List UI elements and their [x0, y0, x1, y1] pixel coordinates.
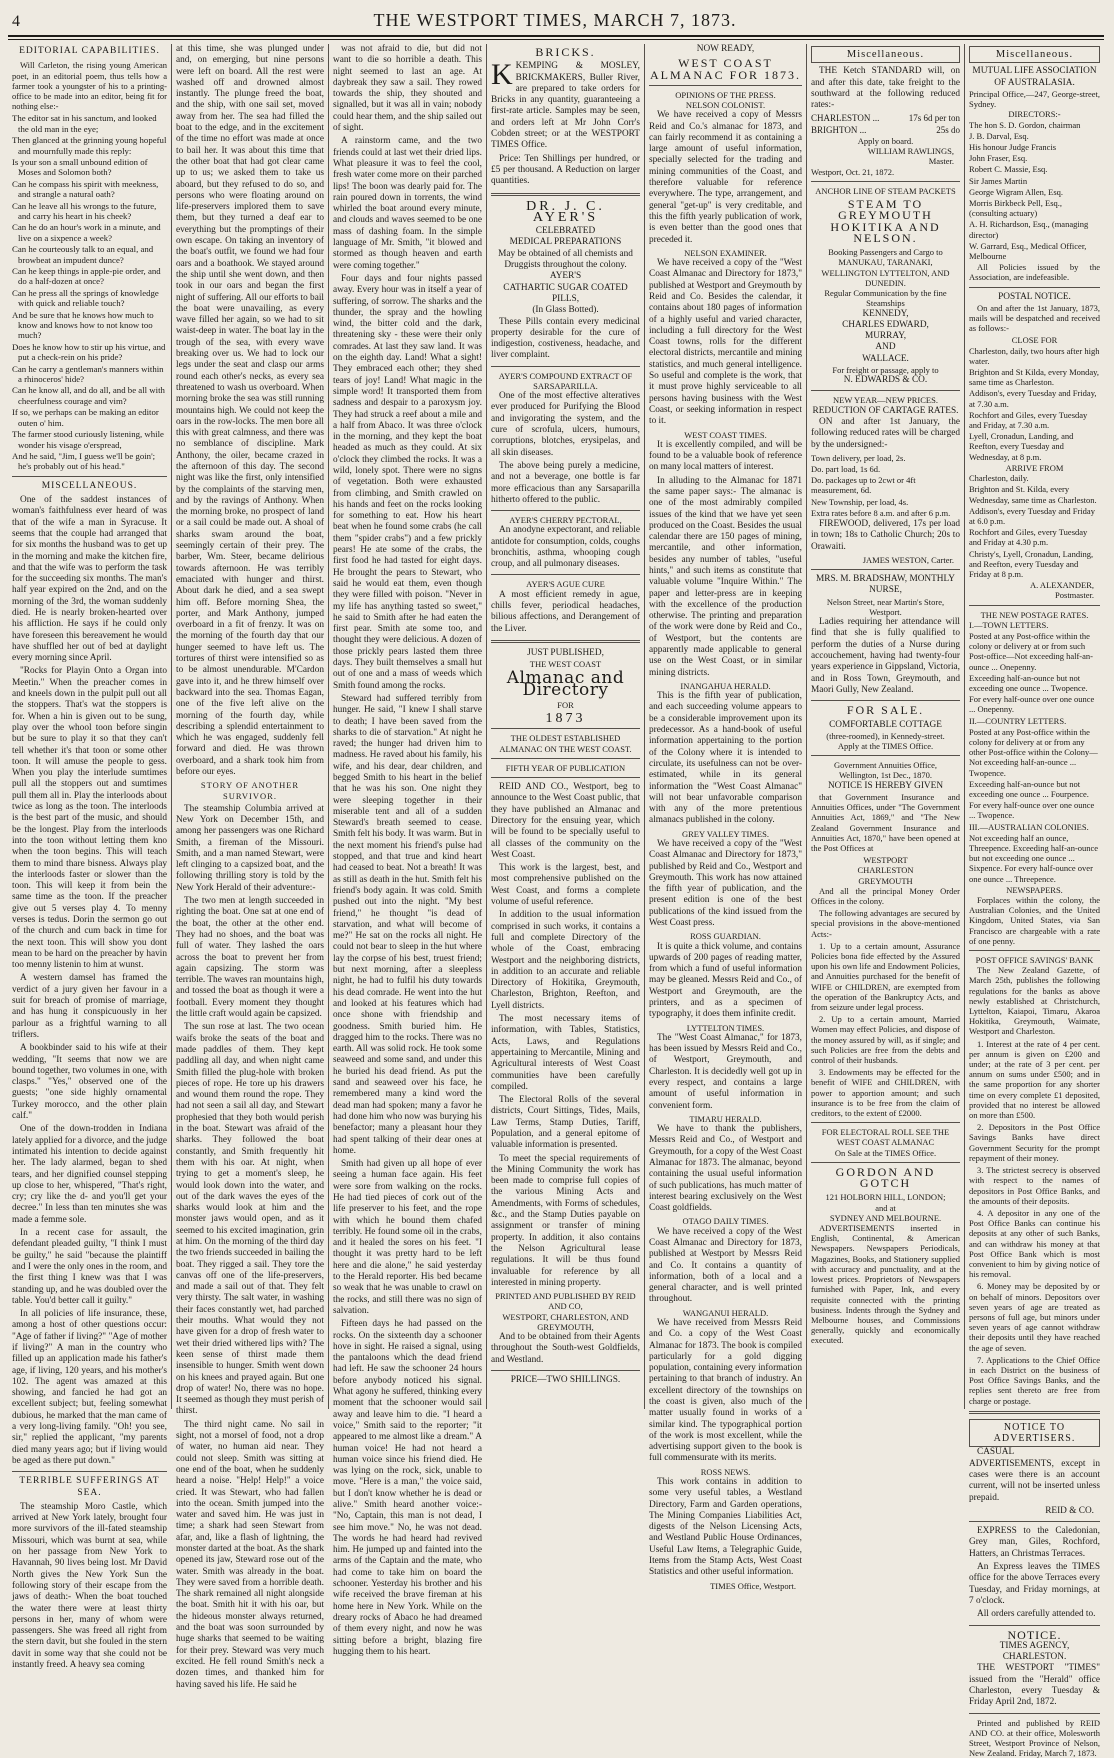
savings-bank-title: POST OFFICE SAVINGS' BANK — [975, 955, 1094, 966]
steamship-name: AND — [875, 342, 896, 353]
notice-place: GREYMOUTH — [858, 875, 913, 886]
poem-line: Can he know all, and do all, and be all with cheerfulness courage and vim? — [12, 385, 165, 406]
review-text: We have received from Messrs Reid and Co. a copy of the West Coast Almanac for 1873. The book is compiled particularly for a gold digging population, containing every information pertaining to that branch of industry. An excellent directory of the townships on the coast is given, also much of the matter usually found in works of a similar kind. The typographical portion of the work is most excellent, while the advertising support given to the book is full commensurate with its merits. — [649, 1317, 802, 1464]
review-text: It is quite a thick volume, and contains upwards of 200 pages of reading matter, from which a fund of useful information may be gleaned. Messrs Reid and Co., of Westport and Greymouth, are the printers, and as a specimen of typography, it does them infinite credit. — [649, 941, 802, 1020]
director: His honour Judge Francis — [969, 141, 1057, 152]
notice-body-2: And all the principal Money Order Offices in the colony. — [811, 885, 960, 906]
miscellaneous-heading: MISCELLANEOUS. — [41, 480, 138, 491]
sufferings-intro: The steamship Moro Castle, which arrived at New York lately, brought four more survivors of the ill-fated steamship Missouri, which was burnt at sea, while on her passage from New York to Havannah, 90 lives being lost. Mr David North gives the New York Sun the following story of their escape from the jaws of death:- When the boat touched the water there were at least thirty persons in her, many of whom were passengers. She was freed all right from the stern davit, but she fouled in the stern davit in some way that she could not be instantly freed. A heavy sea coming — [12, 1501, 167, 1670]
almanac-body-5: The Electoral Rolls of the several districts, Court Sittings, Tides, Mails, Law Terms, Stamp Duties, Tariff, Population, and a general epitome of valuable information is presented. — [491, 1095, 640, 1151]
review-text: We have received a copy of the West Coast Almanac and Directory for 1873, published at Westport by Messrs Reid and Co. It contains a quantity of information, both of a local and a general character, and is well printed throughout. — [649, 1226, 802, 1305]
postage-item: Exceeding half-an-ounce but not exceeding one ounce ... Fourpence. — [969, 778, 1089, 799]
paragraph: One of the down-trodden in Indiana lately applied for a divorce, and the judge intimated his intention to decide against her. The lady alarmed, began to shed tears, and her dignified counsel stepping up close to her, whispered, "That's right, cry; cry like the d- and you'll get your decree." In less than ten minutes she was made a femme sole. — [12, 1124, 167, 1225]
ayer-line: Druggists throughout the colony. — [504, 260, 627, 271]
ayer-line: MEDICAL PREPARATIONS — [509, 237, 622, 248]
firewood: FIREWOOD, delivered, 17s per load in town; 18s to Catholic Church; 20s to Orawaiti. — [811, 519, 960, 552]
poem-line: Can he compass his spirit with meekness, and strangle a natural oath? — [12, 178, 159, 200]
editorial-heading: EDITORIAL CAPABILITIES. — [19, 46, 160, 56]
poem-line: If so, we perhaps can be making an editor outen o' him. — [12, 407, 159, 428]
review-text: We have received a copy of the "West Coast Almanac and Directory for 1873," published by Reid and Co., Westport and Greymouth. This work has now attained the fifth year of publication, and the present edition is one of the best publications of the kind issued from the West Coast press. — [649, 838, 802, 928]
paragraph: "Rocks for Playin Onto a Organ into Meetin." When the preacher comes in and kneels down in the pulpit pull out all the stoppers. That's wat the stoppers is for. When a hin is given out to be sung, play over the whool toon before singin but be sure to play it so that they can't tell whether it's that toon or some other toon. It will amuse the people to gess. When you play the interlude sumtimes pull all the stoppers out and sumtimes pull them all in. Play the interloods about twice as long as the toon. The interloods is the best part of the music, and should be the longest. Play from the interloods into the toon without letting them kno when the toon begins. This will teach them to mind thare bisness. Always play the interloods faster or slower than the toon. This will keep it from bein the same time as the toon. If the preacher give out 5 verses play 4. To menny verses is tedus. Dorin the sermon go out of the church and cum back in time for the next toon. This will show you dont mean to be hard on the preacher by havin too menny listenin to him at wunst. — [12, 666, 167, 971]
column-1 — [8, 44, 172, 1670]
almanac-body-3: In addition to the usual information comprised in such works, it contains a full and complete Directory of the whole of the Coast, embracing Westport and the neighboring districts, in addition to an accurate and reliable Directory of Hokitika, Greymouth, Charleston, Brighton, Reefton, and Lyell districts. — [491, 910, 640, 1011]
column-5 — [645, 44, 807, 1591]
paragraph: A western damsel has framed the verdict of a jury given her favour in a suit for breach of promise of marriage, and has hung it conspicuously in her parlour as a frightful warning to all triflers. — [12, 973, 167, 1040]
mail-close-item: Charleston, daily, two hours after high water. — [969, 345, 1100, 366]
ketch-master: WILLIAM RAWLINGS, — [867, 146, 954, 157]
review-source: LYTTELTON TIMES. — [686, 1022, 765, 1033]
director: W. Garrard, Esq., Medical Officer, Melbourne — [969, 240, 1087, 261]
paragraph: In a recent case for assault, the defendant pleaded guilty, "I think I must be guilty," he said "because the plaintiff and I were the only ones in the room, and the first thing I knew was that I was standing up, and he was doubled over the table. You'd better call it guilty." — [12, 1228, 167, 1306]
column-2 — [172, 44, 329, 1690]
column-3 — [329, 44, 487, 1657]
ketch-rate-row — [811, 113, 960, 124]
notice-item: 3. Endowments may be effected for the benefit of WIFE and CHILDREN, with power to apportion amount; and such insurance is to be free from the claim of creditors, to the extent of £2000. — [811, 1067, 960, 1119]
story-continued: at this time, she was plunged under and, on emerging, but nine persons were left on board. All the rest were washed off and drowned almost instantly. The plunge freed the boat, and the ship, with one sail set, moved away from her. The sea had filled the boat to the edge, and in the excitement of the time no effort was made at once to bail her. It was about this time that the other boat that had got clear came up to us; we asked them to take us aboard, but they refused to do so, and persons who were floating around on life-preservers implored them to save them, but they turned a deaf ear to everything but the promptings of their own escape. On taking an inventory of the boat's outfit, we found we had four oars and a boathook. We stayed around the ship until she went down, and then took in our oars and began the first night of suffering. All our efforts to bail the boat were unavailing, as every wave filled her again, so we had to sit waist-deep in water. The boat lay in the trough of the sea, with every wave breaking over us. We had to lock our legs under the seat and clasp our arms round each other's necks, as every sea threatened to wash us overboard. When morning broke the sea was still running mountains high. We could not keep the oars in the row-locks. The men bore all this with great calmness, and there was no semblance of discipline. Mark Anthony, the oiler, became crazed in the afternoon of this day. The second night was like the first, only intensified by the complaints of the starving men, and by the ravings of Anthony. When the morning broke, no prospect of land or a sail could be made out. A shoal of sharks swam around the boat, seemingly certain of their prey. The barber, Wm. Steer, became delirious towards afternoon. He was terribly emaciated with hunger and thirst. About dark he died, and a sea swept him off. Before morning Shea, the porter, and Mark Anthony, jumped overboard in a fit of frenzy. It was on the morning of the fourth day that our hunger seemed to have left us. The tortures of thirst were intensified so as to be almost unendurable. M'Cardon gave into it, and he threw himself over backward into the sea. Thomas Eagan, one of the five left alive on the morning of the fourth day, while describing a splendid entertainment to which he was engaged, suddenly fell forward and died. He was thrown overboard, and a shark took him from before our eyes. — [176, 44, 324, 777]
review-source: ROSS NEWS. — [700, 1466, 751, 1477]
almanac-year: 1873 — [545, 711, 586, 727]
director: George Wigram Allen, Esq. — [969, 186, 1064, 197]
electoral-sale: On Sale at the TIMES Office. — [834, 1147, 937, 1158]
printed-places: WESTPORT, CHARLESTON, AND GREYMOUTH, — [502, 1311, 629, 1332]
almanac-body-6: To meet the special requirements of the Mining Community the work has been made to comprise full copies of the various Mining Acts and Amendments, with Forms of schedules, &c., and the Stamp Duties payable on assignment or transfer of mining property. In addition, it also contains the Nelson Agricultural lease regulations. It will be thus found invaluable for reference by all interested in mining property. — [491, 1153, 640, 1288]
paragraph: In all policies of life insurance, these, among a host of other questions occur: "Age of father if living?" "Age of mother if living?" A man in the country who filled up an application made his father's age, if living, 120 years, and his mother's 102. The agent was amazed at this showing, and fancied he had got an excellent subject; but, feeling somewhat dubious, he marked that the man came of a very long-living family. "Oh! you see, sir," replied the applicant, "my parents died many years ago; but if living would be aged as there put down." — [12, 1309, 167, 1466]
director: J. B. Darval, Esq. — [969, 130, 1029, 141]
times-office-signature: TIMES Office, Westport. — [710, 1580, 796, 1591]
paragraph: Smith had given up all hope of ever seeing a human face again. His feet were sore from walking on the rocks. He had tied pieces of cork out of the life preserver to his feet, and the rope with which he bound them chafed terribly. He found some oil in the crabs, and it healed the sores on his feet. "I thought it was pretty hard to be left here and die alone," he said yesterday to the Herald reporter. His bed became so weak that he was unable to crawl on the rocks, and still there was no sign of salvation. — [333, 1159, 482, 1316]
poem-line: Can he press all the springs of knowledge with quick and reliable touch? — [12, 287, 159, 309]
poem-line: Can he leave all his wrongs to the future, and carry his heart in his cheek? — [12, 200, 157, 221]
cottage-body: (three-roomed), in Kennedy-street. — [826, 730, 945, 741]
just-published: JUST PUBLISHED, — [527, 647, 604, 658]
imprint: Printed and published by REID AND CO. at their office, Molesworth Street, Westport Province of Nelson, New Zealand. Friday, March 7, 1873. — [969, 1717, 1100, 1758]
column-6 — [807, 44, 965, 1409]
sarsaparilla-note: The above being purely a medicine, and not a beverage, one bottle is far more efficacious than any Sarsaparilla hitherto offered to the public. — [491, 460, 640, 505]
postage-item: I.—TOWN LETTERS. — [969, 619, 1049, 630]
postage-item: For every half-ounce over one ounce ... Twopence. — [969, 800, 1095, 821]
savings-item: 3. The strictest secrecy is observed with respect to the names of depositors in Post Office Banks, and the amounts of their deposits. — [969, 1165, 1100, 1206]
newspaper-title: THE WESTPORT TIMES, MARCH 7, 1873. — [373, 10, 737, 30]
paragraph: The two men at length succeeded in righting the boat. One sat at one end of the boat, the other at the other end. They had no shoes, and the boat was full of water. They lashed the oars across the boat to prevent her from again capsizing. The storm was terrible. The waves ran mountains high, and tossed the boat as though it were a football. Every moment they thought the little craft would again be capsized. — [176, 896, 324, 1020]
express-body-3: All orders carefully attended to. — [977, 1609, 1096, 1620]
postage-item: Posted at any Post-office within the colony for delivery at or from any other Post-office within the Colony—Not exceeding half-an-ounce ... Twopence. — [969, 726, 1098, 778]
page-number: 4 — [12, 13, 20, 30]
savings-item: 7. Applications to the Chief Office in each District on the business of Post Office Savings Banks, and the replies sent thereto are free from charge or postage. — [969, 1354, 1100, 1406]
ketch-rate-value: 25s do — [936, 124, 960, 135]
notice-place: WESTPORT — [863, 855, 908, 866]
bricks-price: Price: Ten Shillings per hundred, or £5 per thousand. A Reduction on larger quantities. — [491, 153, 640, 187]
review-text: It is excellently compiled, and will be found to be a valuable book of reference on many local matters of interest. — [649, 439, 802, 473]
paragraph: Four days and four nights passed away. Every hour was in itself a year of suffering, of sorrow. The sharks and the thunder, the spray and the howling wind, the bitter cold and the dark, threatening sky - these were their only comrades. At last they saw land. It was on the eighth day. Land! What a sight! They embraced each other; they shed tears of joy! Land! What magic in the simple word! It transported them from sadness and despair to a paroxysm joy. They had struck a reef about a mile and a half from Abaco. It was three o'clock in the morning, and they kept the boat headed as much as they could. At six o'clock they climbed the rocks. It was a wild, lonely spot. There were no signs of vegetation. Both were exhausted from climbing, and Smith crawled on his hands and feet on the rocks looking for something to eat. How his heart beat when he found some crabs (he call them "spider crabs") and a few prickly pears! He ate some of the crabs, the first food he had tasted for eight days. He brought the pears to Stewart, who said he would eat them, even though they were filled with poison. "Never in my life has anything tasted so sweet," he said to Smith after he had eaten the first pear. Smith ate some too, and thought they were delicious. A dozen of those prickly pears lasted them three days. They built themselves a small hut out of one and a mass of weeds which Smith found among the rocks. — [333, 273, 482, 691]
advertisers-signature: REID & CO. — [1045, 1505, 1094, 1516]
west-coast-label: THE WEST COAST — [529, 659, 602, 670]
sufferings-heading: TERRIBLE SUFFERINGS AT SEA. — [19, 1476, 160, 1498]
gordon-gotch-title: GORDON AND GOTCH — [835, 1164, 936, 1191]
close-for: CLOSE FOR — [1011, 335, 1058, 346]
agency-body: THE WESTPORT "TIMES" issued from the "Herald" office Charleston, every Tuesday & Friday April 2nd, 1872. — [969, 1663, 1100, 1708]
ketch-master-title: Master. — [928, 156, 954, 167]
paragraph: The sun rose at last. The two ocean waifs broke the seats of the boat and made paddles of them. They kept paddling all day, and when night came Smith filled the plug-hole with broken pieces of rope. He tore up his drawers and wound them round the rope. They had not seen a sail all day, and Stewart prophesied that they both would perish in the boat. Stewart was afraid of the sharks. They followed the boat constantly, and Smith frequently hit them with his oar. At night, when trying to get a moment's sleep, he would look down into the water, and out of the dark waves the eyes of the sharks would look at him and the monster jaws would open, and as it seemed to his excited imagination, grin at him. On the morning of the third day the two friends succeeded in bailing the boat. They rigged a sail. They tore the canvas off one of the life-preservers, and made a sail out of that. They felt very thirsty. The salt water, in washing their faces constantly wet, had parched their mouths. What would they not have given for a drop of fresh water to wet their dried withered lips with? The keen sense of thirst made them insensible to hunger. Smith went down on his knees and prayed again. But one drop of water! No, there was no hope. It seemed as though they must perish of thirst. — [176, 1022, 324, 1417]
postage-item: Not exceeding half an ounce, Threepence. Exceeding half-an-ounce but not exceeding one ounce ... Sixpence. For every half-ounce over one ounce ... Threepence. — [969, 832, 1099, 884]
agents-note: And to be obtained from their Agents throughout the South-west Goldfields, and Westland. — [491, 1331, 640, 1365]
steamship-name: MURRAY, — [864, 331, 907, 342]
cartage-rate: Do. part load, 1s 6d. — [811, 464, 881, 475]
postage-title: THE NEW POSTAGE RATES. — [980, 609, 1089, 620]
cartage-rates — [811, 453, 960, 518]
bradshaw-address: Nelson Street, near Martin's Store, Westport. — [826, 596, 945, 617]
postage-item: Posted at any Post-office within the colony or delivery at or from such Post-office—Not exceeding half-an-ounce ... Onepenny. — [969, 630, 1093, 672]
mail-arrive-item: Addison's, every Tuesday and Friday at 6.0 p.m. — [969, 505, 1095, 526]
director: The hon S. D. Gordon, chairman — [969, 119, 1081, 130]
poem-line: Can he do an hour's work in a minute, and live on a sixpence a week? — [12, 222, 161, 243]
mail-arrive-item: Rochfort and Giles, every Tuesday and Friday at 4.30 p.m. — [969, 527, 1088, 548]
ketch-rate-place: BRIGHTON ... — [811, 124, 867, 135]
steam-agent: N. EDWARDS & CO. — [843, 375, 928, 386]
review-text: We have received a copy of Messrs Reid and Co.'s almanac for 1873, and can fairly recommend it as containing a large amount of useful information, specially selected for the trading and mining communities of the Coast, and therefore valuable for reference everywhere. The type, arrangement, and general "get-up" is very creditable, and this the fifth yearly publication of work, is even better than the good ones that preceded it. — [649, 110, 802, 245]
cartage-rate: New Township, per load, 4s. — [811, 496, 909, 507]
notice-item: 2. Up to a certain amount, Married Women may effect Policies, and dispose of the money assured by will, as if single; and such Policies are free from the debts and control of their husbands. — [811, 1014, 960, 1066]
director: A. H. Richardson, Esq., (managing director) — [969, 219, 1089, 240]
review-text: We have received a copy of the "West Coast Almanac and Directory for 1873," published at Westport and Greymouth by Reid and Co. Besides the calendar, it contains about 180 pages of information of a highly useful and varied character, including a full directory for the West Coast towns, rolls for the different electoral districts, mercantile and mining statistics, and much general intelligence. So useful and complete is the work, that it must prove highly serviceable to all persons having business with the West Coast, or seeking information in respect to it. — [649, 258, 802, 427]
column-7 — [965, 44, 1104, 1758]
cartage-rate: Town delivery, per load, 2s. — [811, 452, 906, 463]
paragraph: One of the saddest instances of woman's faithfulness ever heard of was that of the wife a man in Syracuse. It seems that the couple had arranged that for six months the husband was to get up in the morning and make the kitchen fire, and that the wife was to perform the task for the succeeding six months. The man's half year expired on the 2nd, and on the morning of the 3rd, the woman suddenly died. He is nearly broken-hearted over his affliction. He says if he could only have foreseen this bereavement he would have shuffled her out of bed at daylight every morning since April. — [12, 495, 167, 664]
director: John Fraser, Esq. — [969, 153, 1028, 164]
paragraph: The steamship Columbia arrived at New York on December 15th, and among her passengers was one Richard Smith, a fireman of the Missouri. Smith, and a man named Stewart, were left clinging to a capsized boat, and the following thrilling story is told by the New York Herald of their adventure:- — [176, 803, 324, 893]
review-source: ROSS GUARDIAN. — [690, 931, 761, 942]
review-source: TIMARU HERALD. — [689, 1113, 762, 1124]
another-survivor-story — [176, 804, 324, 1691]
gordon-body: ADVERTISEMENTS inserted in English, Continental, & American Newspapers. Newspapers Periodicals, Magazines, Books, and Stationery supplied with accuracy and punctuality, and at the lowest prices. Proprietors of Newspapers furnished with Paper, Ink, and every requisite connected with the printing business. Indents through the Sydney and Melbourne houses, and Commissions generally, quickly and economically executed. — [811, 1223, 960, 1346]
steam-apply: For freight or passage, apply to — [832, 364, 939, 375]
poem-line: Can he carry a gentleman's manners within a rhinoceros' hide? — [12, 363, 164, 385]
notice-body-3: The following advantages are secured by special provisions in the above-mentioned Acts:- — [811, 908, 960, 939]
miscellaneous-header: Miscellaneous. — [811, 46, 960, 63]
anchor-line: ANCHOR LINE OF STEAM PACKETS — [815, 185, 956, 196]
steam-title: STEAM TO GREYMOUTH HOKITIKA AND NELSON. — [830, 197, 941, 245]
ague-title: AYER'S AGUE CURE — [526, 579, 605, 590]
postmaster-title: Postmaster. — [1055, 590, 1094, 601]
savings-bank-body: The New Zealand Gazette, of March 25th, publishes the following regulations for the banks as above newly established at Christchurch, Lyttelton, Kaiapoi, Timaru, Akaroa Hokitika, Greymouth, Waimate, Westport and Charleston. — [969, 965, 1100, 1037]
poem-line: Can he courteously talk to an equal, and browbeat an impudent dunce? — [12, 244, 154, 265]
advertisers-body: CASUAL ADVERTISEMENTS, except in cases were there is an account current, will not be inserted unless prepaid. — [969, 1447, 1100, 1503]
ague-body: A most efficient remedy in ague, chills fever, periodical headaches, bilious affections, and Derangement of the Liver. — [491, 589, 640, 634]
review-text: This is the fifth year of publication, and each succeeding volume appears to be a considerable improvement upon its predecessor. As a hand-book of useful information appertaining to the portion of the Colony where it is intended to circulate, its usefulness can not be over-estimated, while in its general information the "West Coast Almanac" will not bear unfavorable comparison with any of the more pretentious almanacs published in the colony. — [649, 691, 802, 826]
postage-item: Exceeding half-an-ounce but not exceeding one ounce ... Twopence. — [969, 672, 1088, 693]
poem-line: And be sure that he knows how much to know and knows how to not know too much? — [12, 309, 154, 341]
paragraph: A bookbinder said to his wife at their wedding, "It seems that now we are bound together, two volumes in one, with clasps." "Yes," observed one of the guests; "one side highly ornamental Turkey morocco, and the other plain calf." — [12, 1043, 167, 1122]
notice-place: CHARLESTON — [857, 865, 914, 876]
postal-intro: On and after the 1st January, 1873, mails will be despatched and received as follows:- — [969, 302, 1100, 334]
mail-close-item: Rochfort and Giles, every Tuesday and Friday, at 7.30 a.m. — [969, 409, 1088, 431]
cartage-title: REDUCTION OF CARTAGE RATES. — [812, 405, 959, 416]
gov-date: Wellington, 1st Dec., 1870. — [838, 770, 933, 781]
story-conclusion — [333, 44, 482, 1658]
review-text: In alluding to the Almanac for 1871 the same paper says:- The almanac is one of the most admirably compiled issues of the kind that we have yet seen produced on the Coast. Besides the usual calendar there are 150 pages of mining, mercantile, and other information, besides any number of tables, "useful hints," and such items as constitute that valuable volume "Inquire Within." The paper and letter-press are in keeping with the excellence of the production otherwise. The printing and preparation of the work were done by Reid and Co., of Westport, but the contents are apparently made applicable to general use on the West Coast, or in similar mining districts. — [649, 475, 802, 678]
review-text: The "West Coast Almanac," for 1873, has been issued by Messrs Reid and Co., of Westport, Greymouth, and Charleston. It is decidedly well got up in every respect, and contains a large amount of useful information in convenient form. — [649, 1032, 802, 1111]
paragraph: Fifteen days he had passed on the rocks. On the sixteenth day a schooner hove in sight. He raised a signal, using the pantaloons which the dead friend had left. He saw the schooner 24 hours before anybody noticed his signal. What agony he suffered, thinking every moment that the schooner would sail away and leave him to die. "I heard a voice," Smith said to the reporter; "it appeared to me almost like a dream." A human voice! He had not heard a human voice since his friend died. He was lying on the rock, sick, unable to move. "Here is a man," the voice said, but I don't know whether he is dead or alive." Smith heard another voice:- "No, Captain, this man is not dead, I see him move." No, he was not dead. The words he had heard had revived him. He jumped up and fainted into the arms of the Captain and the mate, who had come to take him on board the schooner. Yesterday his brother and his wife received the brave fireman at his home here in New York. While on the dreary rocks of Abaco he had dreamed of them every night, and now he was sitting before a bright, blazing fire hugging them to his heart. — [333, 1319, 482, 1657]
cartage-body: ON and after 1st January, the following reduced rates will be charged by the undersigned:- — [811, 416, 960, 450]
almanac-body-2: This work is the largest, best, and most comprehensive published on the West Coast, and forms a complete volume of useful reference. — [491, 863, 640, 908]
steam-booking: Booking Passengers and Cargo to MANUKAU, TARANAKI, WELLINGTON LYTTELTON, AND DUNEDIN. — [821, 247, 950, 288]
ayer-line: PILLS, — [551, 293, 580, 304]
steamship-name: CHARLES EDWARD, — [842, 319, 929, 330]
steamship-list — [811, 309, 960, 365]
gordon-and: and at — [875, 1202, 896, 1213]
poem-line: Does he know how to stir up his virtue, and put a check-rein on his pride? — [12, 341, 166, 363]
bradshaw-body: Ladies requiring her attendance will find that she is fully qualified to perform the duties of a Nurse during accouchement, having had twenty-four years experience in Gippsland, Victoria, and in Ross Town, Greymouth, and Maori Gully, New Zealand. — [811, 617, 960, 695]
notice-to-advertisers: NOTICE TO ADVERTISERS. — [969, 1419, 1100, 1448]
ayer-line: CELEBRATED — [535, 226, 596, 237]
review-source: GREY VALLEY TIMES. — [682, 828, 769, 839]
arrive-items — [969, 473, 1100, 579]
almanac-body-4: The most necessary items of information, with Tables, Statistics, Acts, Laws, and Regulations appertaining to Mercantile, Mining and Agricultural interests of West Coast communities have been carefully compiled. — [491, 1014, 640, 1092]
notice-item: 1. Up to a certain amount, Assurance Policies bona fide effected by the Assured upon his own life and Endowment Policies, and Annuities purchased for the benefit of WIFE or CHILDREN, are exempted from the operation of the Bankruptcy Acts, and from seizure under legal process. — [811, 940, 960, 1013]
almanac-title: Almanac and Directory — [506, 668, 625, 700]
ayer-line: AYER'S — [549, 271, 582, 282]
ketch-apply: Apply on board. — [857, 136, 914, 147]
mla-office: Principal Office,—247, George-street, Sydney. — [969, 88, 1100, 110]
ketch-rate-value: 17s 6d per ton — [908, 113, 960, 124]
ayer-title: DR. J. C. AYER'S — [526, 198, 605, 225]
miscellaneous-header-2: Miscellaneous. — [969, 46, 1100, 63]
savings-item: 2. Depositors in the Post Office Savings Banks have direct Government Security for the prompt repayment of their money. — [969, 1122, 1100, 1163]
newspapers-title: NEWSPAPERS. — [1006, 884, 1063, 895]
sarsaparilla-body: One of the most effective alteratives ever produced for Purifying the Blood and invigorating the system, and the cure of scrofula, ulcers, humours, corruptions, blotches, erysipelas, and all skin diseases. — [491, 391, 640, 458]
ketch-rate-row — [811, 125, 960, 136]
poem-line: And he said, "Jim, I guess we'll be goin'; he's probably out of his head." — [12, 450, 156, 472]
postmaster: A. ALEXANDER, — [1030, 580, 1094, 591]
express-body-2: An Express leaves the TIMES office for the above Terraces every Tuesday, and Friday mornings, at 7 o'clock. — [969, 1562, 1100, 1606]
steamship-name: WALLACE. — [862, 353, 909, 364]
poem — [12, 113, 167, 471]
cherry-title: AYER'S CHERRY PECTORAL, — [509, 515, 622, 526]
almanac-oldest: THE OLDEST ESTABLISHED ALMANAC ON THE WEST COAST. — [499, 733, 632, 754]
newspapers-body: Forplaces within the colony, the Australian Colonies, and the United Kingdom, United States, via San Francisco are chargeable with a rate of one penny. — [969, 895, 1100, 946]
bricks-ad: KKEMPING & MOSLEY, BRICKMAKERS, Buller River, are prepared to take orders for Bricks in any quantity, guaranteeing a first-rate article. Samples may be seen, and orders left at Mr John Corr's Cobden street; or at the WESTPORT TIMES Office. — [491, 58, 640, 151]
mail-arrive-item: Charleston, daily. — [969, 473, 1029, 484]
mail-close-item: Brighton and St Kilda, every Monday, same time as Charleston. — [969, 367, 1099, 388]
for-sale: FOR SALE. — [846, 703, 925, 718]
cartage-signature: JAMES WESTON, Carter. — [862, 554, 954, 565]
mail-close-item: Addison's, every Tuesday and Friday, at 7.30 a.m. — [969, 388, 1097, 409]
review-source: WANGANUI HERALD. — [682, 1307, 769, 1318]
director: Robert C. Massie, Esq. — [969, 164, 1048, 175]
press-reviews — [649, 100, 802, 1579]
ketch-ad: THE Ketch STANDARD will, on and after this date, take freight to the southward at the following reduced rates:- — [811, 66, 960, 111]
notice-title: NOTICE IS HEREBY GIVEN — [827, 780, 944, 791]
cartage-rate: Extra rates before 8 a.m. and after 6 p.m. — [811, 507, 951, 518]
steamship-name: KENNEDY, — [862, 308, 909, 319]
miscellaneous-items — [12, 495, 167, 1467]
ketch-date: Westport, Oct. 21, 1872. — [811, 166, 895, 177]
mla-directors: DIRECTORS:- — [1008, 109, 1061, 120]
notice-items — [811, 941, 960, 1118]
savings-item: 6. Money may be deposited by or on behalf of minors. Depositors over seven years of age are treated as persons of full age, but minors under seven years of age cannot withdraw their deposits until they have reached the age of seven. — [969, 1281, 1100, 1353]
ayer-lines — [491, 226, 640, 316]
review-source: WEST COAST TIMES. — [684, 429, 767, 440]
close-items — [969, 346, 1100, 462]
ketch-rates — [811, 113, 960, 136]
ayer-line: May be obtained of all chemists and — [498, 248, 633, 259]
mail-close-item: Lyell, Cronadun, Landing, and Reefton, every Tuesday and Wednesday, at 8 p.m. — [969, 431, 1074, 462]
notice-body: that Government Insurance and Annuities Offices, under "The Government Annuities Act, 1869," and "The New Zealand Government Insurance and Annuities Act, 1870," have been opened at the Post Offices at — [811, 791, 960, 853]
savings-item: 4. A depositor in any one of the Post Office Banks can continue his deposits at any other of such Banks, and can withdraw his money at that Post Office Bank which is most convenient to him by giving notice of his removal. — [969, 1207, 1100, 1280]
express-body: EXPRESS to the Caledonian, Grey man, Giles, Rochford, Hatters, an Christmas Terraces. — [969, 1526, 1100, 1559]
sarsaparilla-title: AYER'S COMPOUND EXTRACT OF SARSAPARILLA. — [498, 370, 633, 391]
mla-director-list — [969, 120, 1100, 262]
poem-line: Can he keep things in apple-pie order, and do a half-dozen at once? — [12, 266, 161, 287]
printed-by: PRINTED AND PUBLISHED BY REID AND CO, — [495, 1291, 636, 1312]
mail-arrive-item: Brighton and St. Kilda, every Wednesday, same time as Charleston. — [969, 484, 1097, 505]
review-text: We have to thank the publishers, Messrs Reid and Co., of Westport and Greymouth, for a copy of the West Coast Almanac for 1873. The almanac, beyond containing the usual useful information of such publications, has much matter of interest bearing exclusively on the West Coast goldfields. — [649, 1124, 802, 1214]
poem-line: The editor sat in his sanctum, and looked the old man in the eye; — [12, 113, 157, 134]
review-text: This work contains in addition to some very useful tables, a Westland Directory, Farm and Garden operations, The Mining Companies Liabilities Act, digests of the Nelson Licensing Acts, and Westland Public House Ordinances, Useful Law Items, a Telegraphic Guide, Items from the Stamp Acts, West Coast Statistics and other useful information. — [649, 1476, 802, 1578]
electoral-roll: FOR ELECTORAL ROLL SEE THE WEST COAST ALMANAC — [821, 1127, 950, 1148]
notice-places — [811, 855, 960, 886]
ketch-rate-place: CHARLESTON ... — [811, 113, 880, 124]
review-source: NELSON EXAMINER. — [684, 247, 767, 258]
paragraph: Steward had suffered terribly from hunger. He said, "I knew I shall starve to death; I have been saved from the sharks to die of starvation." At night he raved; the hunger had driven him to madness. He raved about his family, his wife, and his dear, dear children, and begged Smith to his heart in the belief that he was his son. One night they were sleeping together in their miserable tent and all of a sudden Steward's breath seemed to cease. Smith felt his body. It was warm. But in the next moment his friend's pulse had stopped, and that true and kind heart had ceased to beat. Not a breath! It was as still as death in the hut. Smith felt his friend's body again. It was cold. Smith pushed out into the night. "My best friend," he thought "is dead of starvation, and what will become of me?" He sat on the rocks all night. He could not bear to sleep in the hut where lay the corpse of his best, truest friend; but next morning, after a sleepless night, he had to fulfil his duty towards his dead comrade. He went into the hut and looked at his features which had once shone with friendship and goodness. Smith buried him. He dragged him to the rocks. There was no earth. All was solid rock. He took some seaweed and some sand, and under this he buried his dead friend. As put the sand and seaweed over his face, he remembered many a kind word the dead man had spoken; many a favor he had done him who now was burying his benefactor; many a pleasant hour they had spent talking of their dear ones at home. — [333, 693, 482, 1156]
mail-arrive-item: Christy's, Lyell, Cronadun, Landing, and Reefton, every Tuesday and Friday at 8 p.m. — [969, 548, 1094, 579]
now-ready: NOW READY, — [696, 44, 755, 54]
postal-title: POSTAL NOTICE. — [998, 291, 1071, 302]
notice-heading: NOTICE. — [1007, 1627, 1062, 1642]
review-source: NELSON COLONIST. — [685, 100, 766, 111]
poem-line: Is your son a small unbound edition of Moses and Solomon both? — [12, 156, 148, 178]
poem-line: The farmer stood curiously listening, while wonder his visage o'erspread, — [12, 429, 164, 450]
gov-office: Government Annuities Office, — [833, 760, 937, 771]
review-source: OTAGO DAILY TIMES. — [682, 1216, 769, 1227]
press-opinions-heading: OPINIONS OF THE PRESS. — [675, 89, 776, 100]
mla-title: MUTUAL LIFE ASSOCIATION OF AUSTRALASIA. — [972, 66, 1097, 88]
paragraph: was not afraid to die, but did not want to die so horrible a death. This night seemed to last an age. At daybreak they saw a sail. They rowed towards the ship, they shouted and signalled, but it was all in vain; nobody could hear them, and the ship sailed out of sight. — [333, 44, 482, 134]
bradshaw-title: MRS. M. BRADSHAW, MONTHLY NURSE, — [815, 574, 955, 596]
review-source: INANGAHUA HERALD. — [680, 680, 771, 691]
poem-line: Then glanced at the grinning young hopeful and mournfully made this reply: — [12, 135, 167, 156]
cartage-rate: Do. packages up to 2cwt or 4ft measurement, 6d. — [811, 475, 916, 496]
savings-bank-items — [969, 1039, 1100, 1406]
postage-item: For every half-ounce over one ounce ... Onepenny. — [969, 694, 1095, 715]
postage-item: III.—AUSTRALIAN COLONIES. — [969, 821, 1089, 832]
west-coast-almanac-title: WEST COAST ALMANAC FOR 1873. — [649, 56, 801, 82]
gordon-cities: SYDNEY AND MELBOURNE. — [829, 1212, 942, 1223]
mla-note: All Policies issued by the Association, are indefeasible. — [969, 262, 1100, 283]
editorial-intro: Will Carleton, the rising young American poet, in an editorial poem, thus tells how a farmer took a youngster of his to a printing-office to be made into an editor, being fit for nothing else:- — [12, 60, 167, 112]
another-survivor-heading: STORY OF ANOTHER SURVIVOR. — [200, 780, 300, 801]
arrive-from: ARRIVE FROM — [1005, 462, 1064, 473]
cottage-title: COMFORTABLE COTTAGE — [829, 719, 942, 730]
almanac-fifth-year: FIFTH YEAR OF PUBLICATION — [505, 762, 626, 773]
director: Sir James Martin — [969, 175, 1028, 186]
paragraph: A rainstorm came, and the two friends could at last wet their dried lips. What pleasure it was to feel the cool, fresh water come more on their parched lips! The boon was dearly paid for. The rain poured down in torrents, the wind whirled the boat around every minute, and clouds and waves seemed to be one mass of dashing foam. In the simple language of Mr. Smith, "it blowed and stormed as though heaven and earth were coming together." — [333, 136, 482, 271]
times-agency: TIMES AGENCY, CHARLESTON. — [999, 1640, 1070, 1663]
ayer-line: (In Glass Botted). — [532, 305, 599, 316]
almanac-price: PRICE—TWO SHILLINGS. — [510, 1374, 621, 1385]
cherry-body: An anodyne expectorant, and reliable antidote for consumption, colds, coughs bronchitis, asthma, whooping cough croup, and all pulmonary diseases. — [491, 525, 640, 570]
savings-item: 1. Interest at the rate of 4 per cent. per annum is given on £200 and under; at the rate of 3 per cent. per annum on sums under £500; and in the same proportion for any shorter time on every complete £1 deposited, provided that no interest be allowed on more than £500. — [969, 1038, 1100, 1121]
almanac-for: FOR — [557, 699, 574, 710]
ayer-line: CATHARTIC SUGAR COATED — [503, 282, 628, 293]
director: Morris Birkbeck Pell, Esq., (consulting actuary) — [969, 197, 1063, 219]
masthead — [8, 8, 1104, 37]
steam-regular: Regular Communication by the fine Steamships — [824, 288, 947, 309]
new-year-prices: NEW YEAR—NEW PRICES. — [833, 395, 938, 406]
column-4-advertisements — [487, 44, 645, 1409]
almanac-body-1: REID AND CO., Westport, beg to announce to the West Coast public, that they have published an Almanac and Directory for the ensuing year, which will be found to be specially useful to all classes of the community on the West Coast. — [491, 782, 640, 860]
ayer-pills: These Pills contain every medicinal property desirable for the cure of indigestion, costiveness, headache, and liver complaint. — [491, 316, 640, 361]
cottage-apply: Apply at the TIMES Office. — [837, 741, 934, 752]
bricks-title: BRICKS. — [535, 45, 596, 59]
gordon-address: 121 HOLBORN HILL, LONDON; — [825, 1192, 946, 1203]
postage-item: II.—COUNTRY LETTERS. — [969, 715, 1067, 726]
postage-items — [969, 620, 1100, 884]
paragraph: The third night came. No sail in sight, not a morsel of food, not a drop of water, no human aid near. They could not sleep. Smith was sitting at one end of the boat, when he suddenly heard a noise. "Help! Help!" a voice cried. It was Stewart, who had fallen into the ocean. Smith jumped into the water and saved him. He was just in time; a shark had seen Stewart from afar, and, like a flash of lightning, the monster darted at the boat. As the shark opened its jaw, Steward rose out of the water. Smith was already in the boat. They were saved from a horrible death. The shark remained all night alongside the boat. Smith hit it with his oar, but the hideous monster always returned, and the boat was soon surrounded by huge sharks that seemed to be waiting for their prey. Steward was very much excited. He fell round Smith's neck a dozen times, and thanked him for having saved his life. He said he — [176, 1419, 324, 1690]
